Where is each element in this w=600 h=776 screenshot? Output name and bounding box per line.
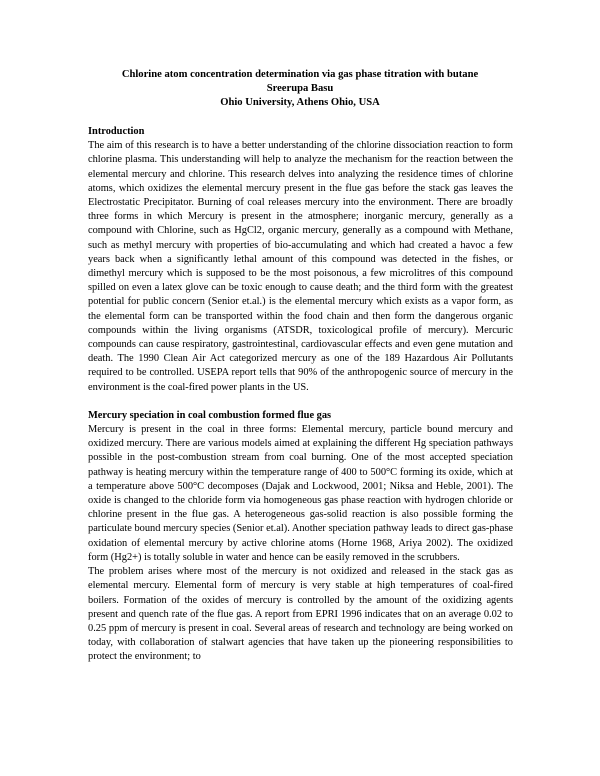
speciation-paragraph-1: Mercury is present in the coal in three forms: Elemental mercury, particle bound mercury and oxidized mercury. There are various models aimed at explaining the different Hg speciation pathways possible in the post-combustion stream from coal burning. One of the most accepted speciation pathway is heating mercury within the temperature range of 400 to 500°C forming its oxide, which at a temperature above 500°C decomposes (Dajak and Lockwood, 2001; Niksa and Heble, 2001). The oxide is changed to the chloride form via homogeneous gas phase reaction with hydrogen chloride or chlorine present in the flue gas. A heterogeneous gas-solid reaction is also possible forming the particulate bound mercury species (Senior et.al). Another speciation pathway leads to direct gas-phase oxidation of elemental mercury by active chlorine atoms (Horne 1968, Ariya 2002). The oxidized form (Hg2+) is totally soluble in water and hence can be easily removed in the scrubbers. [88,424,513,563]
author-name: Sreerupa Basu [266,83,334,94]
section-heading-introduction: Introduction [88,126,145,137]
title-block [80,68,520,110]
introduction-paragraph: The aim of this research is to have a better understanding of the chlorine dissociation reaction to form chlorine plasma. This understanding will help to analyze the mechanism for the reaction between the elemental mercury and chlorine. This research delves into analyzing the residence times of chlorine atoms, which oxidizes the elemental mercury present in the flue gas before the stack gas leaves the Electrostatic Precipitator. Burning of coal releases mercury into the environment. There are broadly three forms in which Mercury is present in the atmosphere; inorganic mercury, generally as a compound with Chlorine, such as HgCl2, organic mercury, generally as a compound with Methane, such as methyl mercury with properties of bio-accumulating and which had created a havoc a few years back when a significantly lethal amount of this compound was detected in the fishes, or dimethyl mercury which is supposed to be the most poisonous, a few microlitres of this compound spilled on even a latex glove can be toxic enough to cause death; and the third form with the greatest potential for public concern (Senior et.al.) is the elemental mercury which exists as a vapor form, as the elemental form can be transported within the food chain and then form the dangerous organic compounds within the living organisms (ATSDR, toxicological profile of mercury). Mercuric compounds can cause respiratory, gastrointestinal, cardiovascular effects and even gene mutation and death. The 1990 Clean Air Act categorized mercury as one of the 189 Hazardous Air Pollutants required to be controlled. USEPA report tells that 90% of the anthropogenic source of mercury in the environment is the coal-fired power plants in the US. [88,140,513,393]
paper-title: Chlorine atom concentration determination via gas phase titration with butane [121,69,479,80]
speciation-paragraph-2: The problem arises where most of the mercury is not oxidized and released in the stack gas as elemental mercury. Elemental form of mercury is very stable at high temperatures of coal-fired boilers. Formation of the oxides of mercury is controlled by the amount of the oxidizing agents present and quench rate of the flue gas. A report from EPRI 1996 indicates that on an average 0.02 to 0.25 ppm of mercury is present in coal. Several areas of research and technology are being worked on today, with collaboration of stalwart agencies that have taken up the pioneering responsibilities to protect the environment; to [88,566,513,663]
document-body [88,125,513,665]
section-heading-mercury-speciation: Mercury speciation in coal combustion formed flue gas [88,409,332,421]
author-affiliation: Ohio University, Athens Ohio, USA [220,97,380,108]
